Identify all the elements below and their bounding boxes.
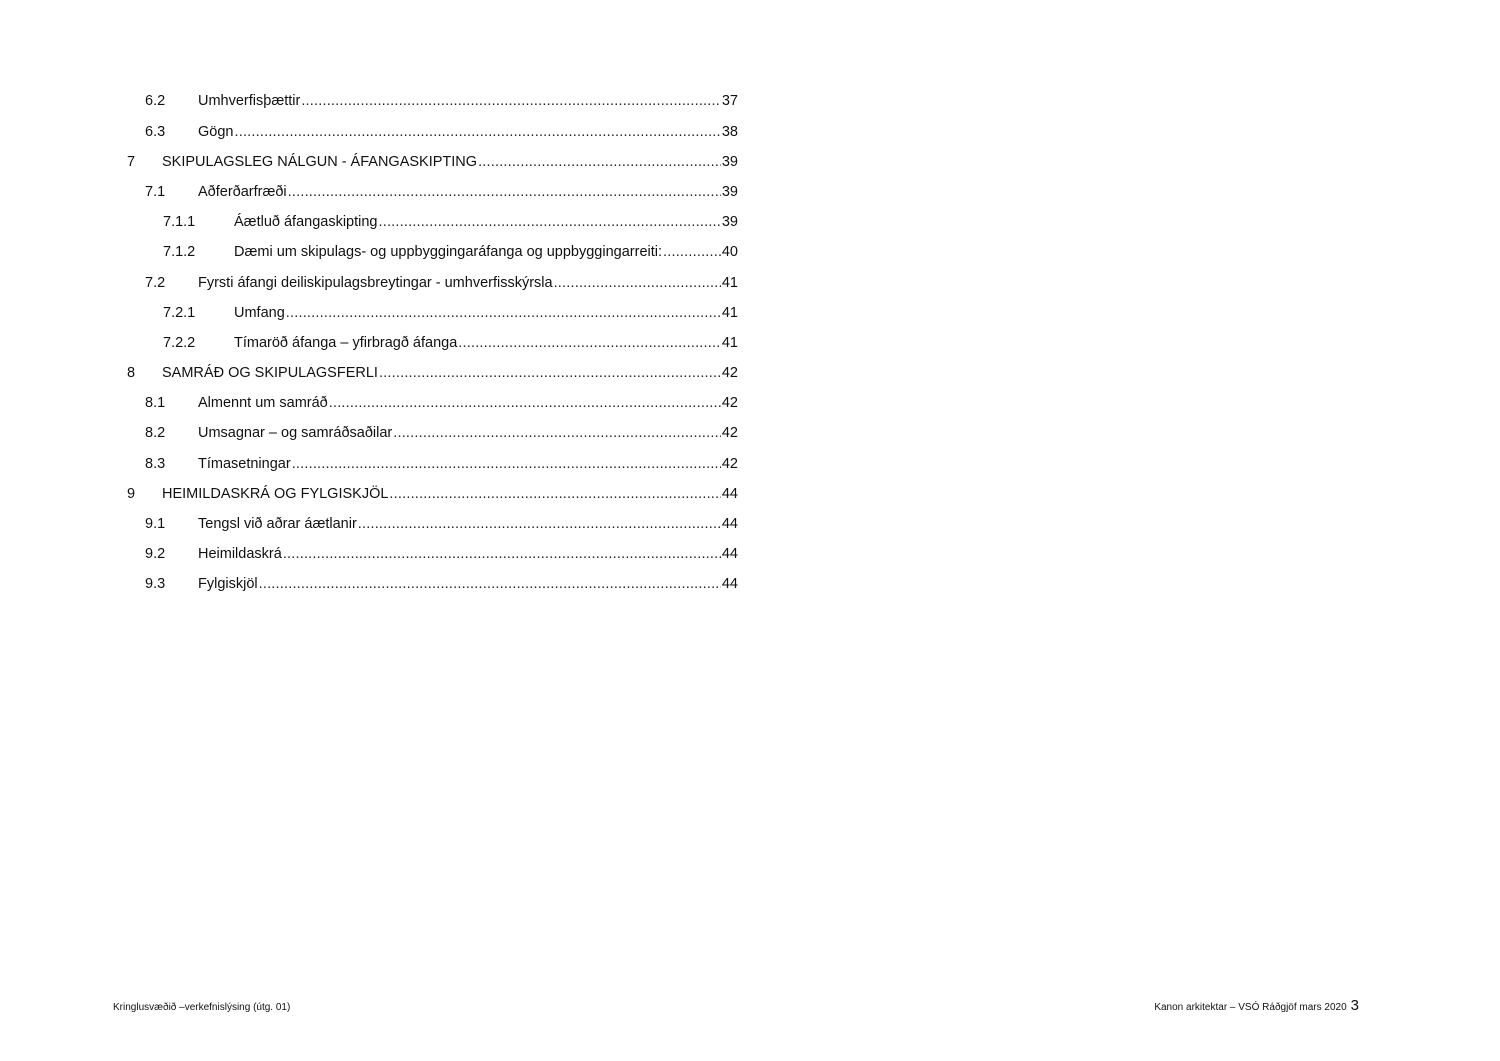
toc-entry[interactable]: [0, 152, 740, 172]
footer-document-title: Kringlusvæðið –verkefnislýsing (útg. 01): [113, 1002, 291, 1013]
toc-entry-number: 8.2: [145, 425, 166, 441]
toc-entry-number: 9.1: [145, 516, 166, 532]
toc-entry-page: 39: [721, 214, 738, 230]
toc-entry-page: 40: [721, 244, 738, 260]
toc-entry-title: Heimildaskrá: [198, 546, 282, 562]
toc-entry-title: Almennt um samráð: [198, 395, 328, 411]
toc-entry[interactable]: [0, 333, 740, 353]
toc-entry-number: 7.2: [145, 275, 166, 291]
toc-entry-number: 7.2.2: [163, 335, 196, 351]
toc-entry-page: 37: [721, 93, 738, 109]
toc-entry-number: 7.2.1: [163, 305, 196, 321]
toc-entry-title: Umsagnar – og samráðsaðilar: [198, 425, 393, 441]
toc-entry-number: 8.3: [145, 456, 166, 472]
toc-entry-number: 9.2: [145, 546, 166, 562]
toc-entry[interactable]: [0, 454, 740, 474]
toc-entry-title: Aðferðarfræði: [198, 184, 287, 200]
page-number: 3: [1350, 997, 1359, 1014]
toc-entry-title: Tengsl við aðrar áætlanir: [198, 516, 357, 532]
toc-entry-number: 8.1: [145, 395, 166, 411]
toc-entry-number: 7: [127, 154, 136, 170]
toc-entry-page: 41: [721, 275, 738, 291]
toc-entry-title: Umfang: [234, 305, 285, 321]
toc-entry-page: 41: [721, 335, 738, 351]
toc-entry-number: 7.1.1: [163, 214, 196, 230]
toc-entry-title: Tímaröð áfanga – yfirbragð áfanga: [234, 335, 458, 351]
toc-entry-page: 38: [721, 124, 738, 140]
toc-entry[interactable]: [0, 423, 740, 443]
toc-entry-page: 44: [721, 546, 738, 562]
toc-entry-number: 9.3: [145, 576, 166, 592]
toc-entry-page: 44: [721, 576, 738, 592]
toc-entry[interactable]: [0, 122, 740, 142]
toc-entry[interactable]: [0, 514, 740, 534]
toc-entry-page: 42: [721, 395, 738, 411]
toc-entry-title: Fyrsti áfangi deiliskipulagsbreytingar - umhverfisskýrsla: [198, 275, 553, 291]
toc-entry[interactable]: [0, 91, 740, 111]
toc-entry[interactable]: [0, 303, 740, 323]
toc-entry-title: SAMRÁÐ OG SKIPULAGSFERLI: [162, 365, 378, 381]
toc-entry-number: 8: [127, 365, 136, 381]
toc-entry-number: 7.1: [145, 184, 166, 200]
toc-entry-page: 42: [721, 425, 738, 441]
toc-entry-number: 9: [127, 486, 136, 502]
toc-entry[interactable]: [0, 544, 740, 564]
toc-entry-number: 6.2: [145, 93, 166, 109]
toc-entry[interactable]: [0, 212, 740, 232]
toc-entry-page: 41: [721, 305, 738, 321]
toc-entry-page: 39: [721, 154, 738, 170]
footer-authors: Kanon arkitektar – VSÓ Ráðgjöf mars 2020: [1154, 1002, 1347, 1013]
toc-entry-title: Tímasetningar: [198, 456, 291, 472]
toc-entry[interactable]: [0, 273, 740, 293]
toc-entry[interactable]: [0, 182, 740, 202]
toc-entry[interactable]: [0, 484, 740, 504]
toc-entry[interactable]: [0, 363, 740, 383]
toc-entry-title: Gögn: [198, 124, 234, 140]
toc-entry-number: 7.1.2: [163, 244, 196, 260]
toc-entry-page: 42: [721, 456, 738, 472]
toc-entry-title: Áætluð áfangaskipting: [234, 214, 378, 230]
toc-entry-page: 44: [721, 486, 738, 502]
toc-entry[interactable]: [0, 242, 740, 262]
toc-entry[interactable]: [0, 574, 740, 594]
toc-entry-title: HEIMILDASKRÁ OG FYLGISKJÖL: [162, 486, 389, 502]
toc-entry-page: 42: [721, 365, 738, 381]
toc-entry-title: SKIPULAGSLEG NÁLGUN - ÁFANGASKIPTING: [162, 154, 478, 170]
toc-entry-title: Dæmi um skipulags- og uppbyggingaráfanga og uppbyggingarreiti:: [234, 244, 663, 260]
toc-entry-title: Umhverfisþættir: [198, 93, 301, 109]
toc-entry-page: 39: [721, 184, 738, 200]
toc-entry-number: 6.3: [145, 124, 166, 140]
toc-entry-title: Fylgiskjöl: [198, 576, 258, 592]
toc-entry-page: 44: [721, 516, 738, 532]
footer-credits: [1154, 996, 1359, 1018]
toc-entry[interactable]: [0, 393, 740, 413]
